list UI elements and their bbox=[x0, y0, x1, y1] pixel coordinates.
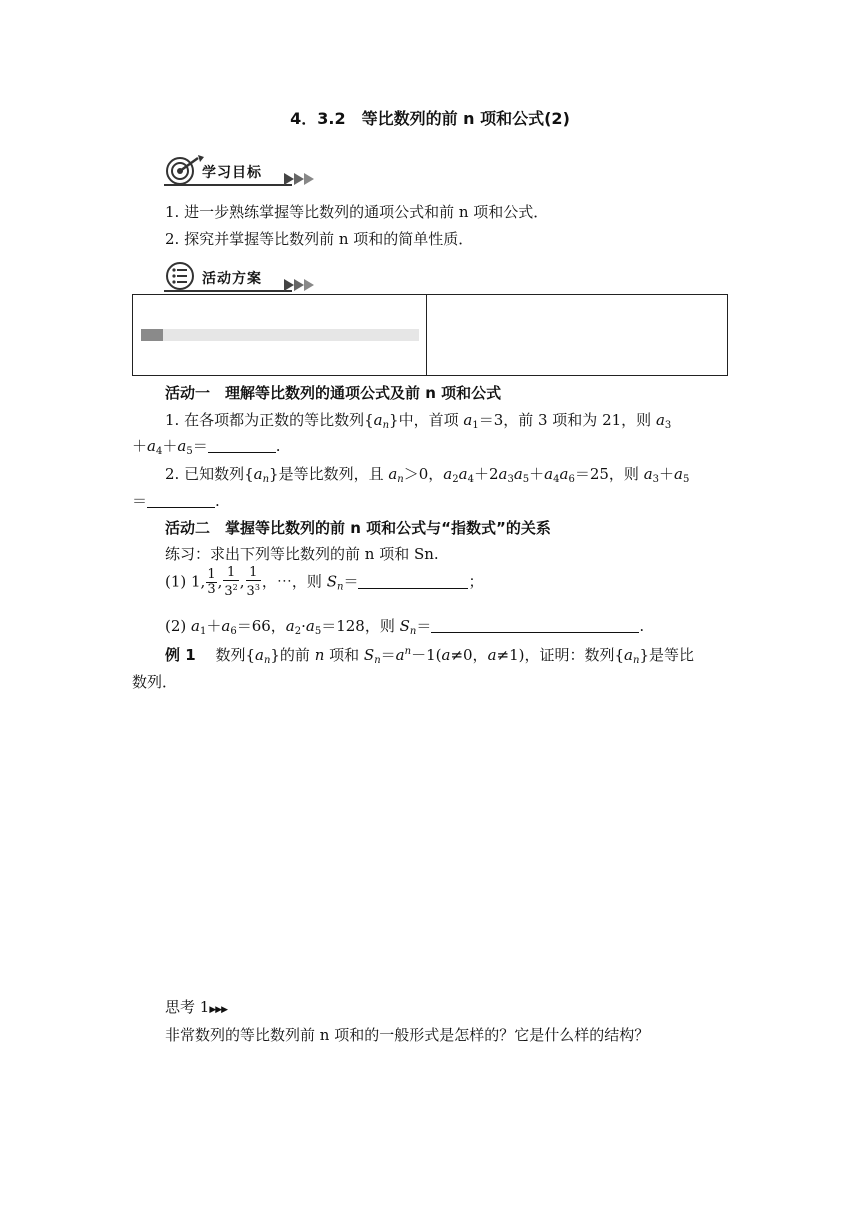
answer-blank[interactable] bbox=[358, 574, 468, 589]
example-1: 例 1 数列$\{a_n\}$的前 n 项和 $S_n=a^n-1(a\ne 0$，a≠1)，证明：数列$\{a_n\}$是等比 bbox=[165, 646, 694, 666]
answer-blank[interactable] bbox=[431, 618, 639, 633]
practice-prompt: 练习：求出下列等比数列的前 n 项和 Sn. bbox=[165, 545, 439, 563]
question-2: 2. 已知数列$\{a_n\}$是等比数列，且 $a_n>0$，$a_2a_4+2a_3a_5+a_4a_6=25$，则 $a_3+a_5$ bbox=[165, 465, 690, 485]
answer-blank[interactable] bbox=[208, 438, 276, 453]
goals-header-label: 学习目标 bbox=[202, 165, 262, 181]
question-number: 1. bbox=[165, 411, 180, 429]
practice-item-1: (1) 1, $\frac{1}{3}$ , $\frac{1}{3^2}$ , $\frac{1}{3^3}$ ，⋯，则 $S_n=$ ； bbox=[165, 565, 484, 599]
goal-item: 2. 探究并掌握等比数列前 n 项和的简单性质． bbox=[165, 230, 474, 248]
question-1-cont: $+a_4+a_5=$ . bbox=[132, 437, 281, 457]
section-header-plan bbox=[162, 260, 322, 292]
section-header-goals bbox=[162, 154, 322, 186]
page-title: 4．3.2 等比数列的前 n 项和公式(2) bbox=[290, 109, 570, 128]
activity1-heading: 活动一 理解等比数列的通项公式及前 n 项和公式 bbox=[165, 384, 502, 402]
progress-bar bbox=[141, 329, 419, 341]
question-1: 1. 在各项都为正数的等比数列$\{a_n\}$中，首项 $a_1=3$，前 3 项和为 21，则 $a_3$ bbox=[165, 411, 672, 431]
question-number: 2. bbox=[165, 465, 180, 483]
progress-bar-fill bbox=[141, 329, 163, 341]
activity-plan-box bbox=[132, 294, 728, 376]
activity2-heading: 活动二 掌握等比数列的前 n 项和公式与“指数式”的关系 bbox=[165, 519, 551, 537]
answer-blank[interactable] bbox=[147, 493, 215, 508]
goal-item: 1. 进一步熟练掌握等比数列的通项公式和前 n 项和公式． bbox=[165, 203, 549, 221]
think-label-row bbox=[165, 996, 227, 1017]
plan-header-label: 活动方案 bbox=[202, 271, 262, 287]
box-divider bbox=[426, 295, 427, 375]
think-question: 非常数列的等比数列前 n 项和的一般形式是怎样的？它是什么样的结构？ bbox=[165, 1026, 650, 1044]
practice-item-2: (2) $a_1+a_6=66$，$a_2\cdot a_5=128$，则 $S_n=$ . bbox=[165, 617, 645, 637]
example-1-cont: 数列． bbox=[132, 673, 178, 691]
think-label: 思考 1 bbox=[165, 998, 210, 1016]
example-label: 例 1 bbox=[165, 646, 196, 664]
question-2-cont: ＝ . bbox=[132, 492, 220, 510]
triple-arrow-icon: ▶▶▶ bbox=[209, 1005, 228, 1015]
